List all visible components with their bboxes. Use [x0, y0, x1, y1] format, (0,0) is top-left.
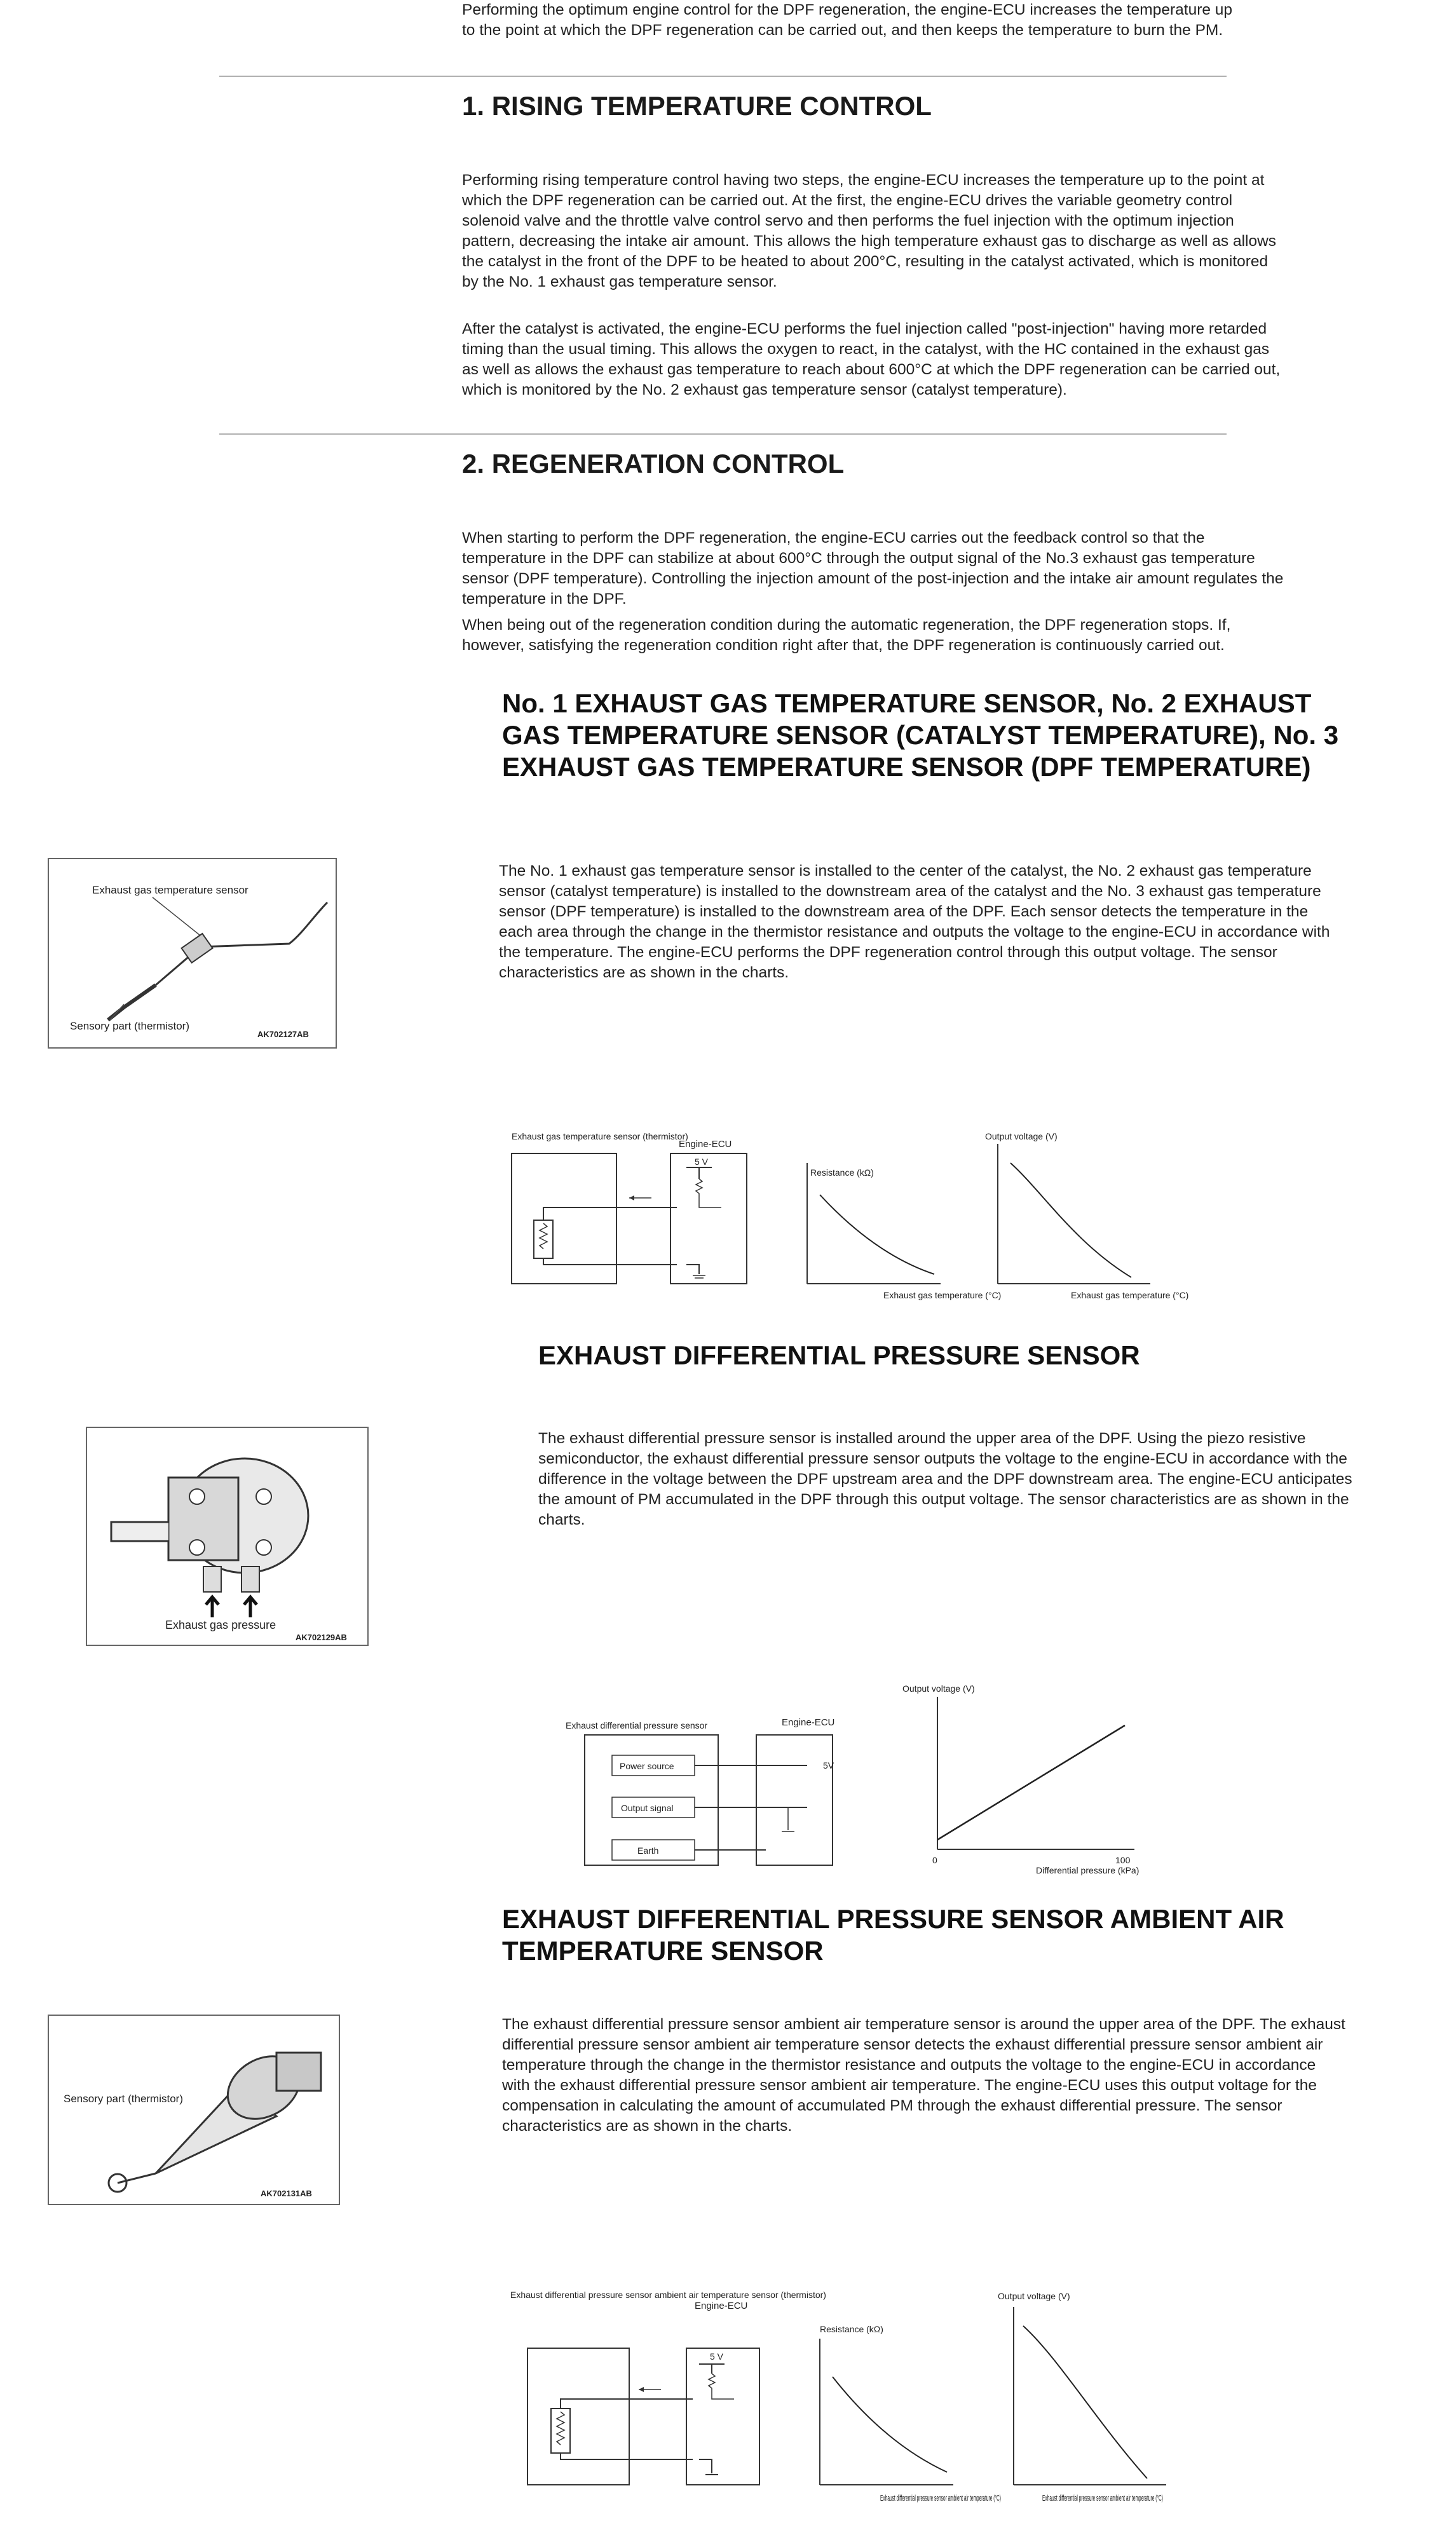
graph-xlabel: Differential pressure (kPa) — [1036, 1865, 1140, 1875]
exhaust-gas-temp-sensor-figure — [48, 858, 337, 1049]
section-title-rising-temperature: 1. RISING TEMPERATURE CONTROL — [462, 91, 932, 121]
circuit-ecu-label: Engine-ECU — [695, 2301, 748, 2311]
ambient-air-temp-circuit-diagram — [505, 2288, 1198, 2536]
graph-ylabel: Output voltage (V) — [902, 1683, 975, 1694]
diff-pressure-circuit-diagram — [562, 1678, 1185, 1887]
graph1-ylabel: Resistance (kΩ) — [820, 2324, 883, 2334]
graph1-xlabel: Exhaust gas temperature (°C) — [883, 1290, 1002, 1300]
rising-temp-paragraph-1: Performing rising temperature control having two steps, the engine-ECU increases the temperature up to the point at which the DPF regeneration can be carried out. At the first, the engine-ECU drives the variable geometry control solenoid valve and the throttle valve control servo and then performs the fuel injection with the optimum injection pattern, decreasing the intake air amount. This allows the high temperature exhaust gas to discharge as well as allows the catalyst in the front of the DPF to be heated to about 200°C, resulting in the catalyst activated, which is monitored by the No. 1 exhaust gas temperature sensor. — [462, 172, 1277, 290]
ambient-air-temp-paragraph: The exhaust differential pressure sensor ambient air temperature sensor is around the upper area of the DPF. The exhaust differential pressure sensor ambient air temperature sensor detects the exhaust differential pressure sensor ambient air temperature through the change in the thermistor resistance and outputs the voltage to the engine-ECU in accordance with the exhaust differential pressure sensor ambient air temperature. The engine-ECU uses this output voltage for the compensation in calculating the amount of accumulated PM through the exhaust differential pressure. The sensor characteristics are as shown in the charts. — [502, 2016, 1345, 2135]
sensor-label-bottom: Sensory part (thermistor) — [70, 1020, 189, 1032]
output-signal-label: Output signal — [621, 1803, 674, 1813]
figure-code: AK702131AB — [261, 2189, 312, 2198]
section-title-exhaust-differential-pressure: EXHAUST DIFFERENTIAL PRESSURE SENSOR — [538, 1340, 1140, 1370]
power-source-label: Power source — [620, 1761, 674, 1771]
exhaust-gas-temp-circuit-diagram — [502, 1128, 1188, 1325]
figure-code: AK702127AB — [257, 1030, 309, 1039]
section-title-regeneration-control: 2. REGENERATION CONTROL — [462, 449, 845, 479]
circuit-volt: 5V — [823, 1760, 834, 1771]
diff-pressure-figure-label: Exhaust gas pressure — [165, 1619, 276, 1631]
intro-paragraph: Performing the optimum engine control for the DPF regeneration, the engine-ECU increases the temperature up to the point at which the DPF regeneration can be carried out, and then keeps the temperature to burn the PM. — [462, 1, 1233, 39]
graph-x0: 0 — [932, 1855, 937, 1865]
circuit-volt: 5 V — [710, 2351, 724, 2362]
divider — [219, 76, 1227, 77]
divider — [219, 433, 1227, 435]
diff-pressure-sensor-figure — [86, 1427, 369, 1646]
graph2-ylabel: Output voltage (V) — [985, 1131, 1058, 1141]
circuit-ecu-label: Engine-ECU — [782, 1717, 835, 1728]
ambient-air-temp-sensor-figure — [48, 2015, 340, 2205]
circuit-sensor-label: Exhaust differential pressure sensor — [566, 1720, 708, 1730]
circuit-ecu-label: Engine-ECU — [679, 1139, 732, 1150]
figure-code: AK702129AB — [296, 1633, 347, 1642]
graph2-xlabel: Exhaust gas temperature (°C) — [1071, 1290, 1188, 1300]
graph2-ylabel: Output voltage (V) — [998, 2291, 1070, 2301]
ambient-figure-label: Sensory part (thermistor) — [64, 2093, 183, 2105]
exhaust-gas-temp-sensor-paragraph: The No. 1 exhaust gas temperature sensor is installed to the center of the catalyst, the No. 2 exhaust gas temperature sensor (catalyst temperature) is installed to the downstream area of the catalyst and the No. 3 exhaust gas temperature sensor (DPF temperature) is installed to the downstream area of the DPF. Each sensor detects the temperature in the each area through the change in the thermistor resistance and outputs the voltage to the engine-ECU in accordance with the temperature. The engine-ECU performs the DPF regeneration control through this output voltage. The sensor characteristics are as shown in the charts. — [499, 862, 1330, 981]
diff-pressure-paragraph: The exhaust differential pressure sensor is installed around the upper area of the DPF. Using the piezo resistive semiconductor, the exhaust differential pressure sensor outputs the voltage to the engine-ECU in accordance with the difference in the voltage between the DPF upstream area and the DPF downstream area. The engine-ECU anticipates the amount of PM accumulated in the DPF through this output voltage. The sensor characteristics are as shown in the charts. — [538, 1430, 1352, 1528]
rising-temp-paragraph-2: After the catalyst is activated, the engine-ECU performs the fuel injection called "post-injection" having more retarded timing than the usual timing. This allows the oxygen to react, in the catalyst, with the HC contained in the exhaust gas as well as allows the exhaust gas temperature to reach about 600°C at which the DPF regeneration can be carried out, which is monitored by the No. 2 exhaust gas temperature sensor (catalyst temperature). — [462, 320, 1281, 398]
graph1-ylabel: Resistance (kΩ) — [810, 1167, 874, 1178]
earth-label: Earth — [637, 1845, 659, 1856]
graph1-xlabel: Exhaust differential pressure sensor ambient air temperature (°C) — [880, 2493, 1001, 2503]
circuit-sensor-label: Exhaust differential pressure sensor ambient air temperature sensor (thermistor) — [510, 2290, 826, 2300]
graph2-xlabel: Exhaust differential pressure sensor ambient air temperature (°C) — [1042, 2493, 1163, 2503]
section-title-exhaust-gas-temp-sensors: No. 1 EXHAUST GAS TEMPERATURE SENSOR, No. 2 EXHAUST GAS TEMPERATURE SENSOR (CATALYST TEMPERATURE), No. 3 EXHAUST GAS TEMPERATURE SENSOR (DPF TEMPERATURE) — [502, 688, 1339, 782]
circuit-volt: 5 V — [695, 1157, 709, 1167]
sensor-label-top: Exhaust gas temperature sensor — [92, 884, 248, 896]
section-title-ambient-air-temp-sensor: EXHAUST DIFFERENTIAL PRESSURE SENSOR AMBIENT AIR TEMPERATURE SENSOR — [502, 1904, 1284, 1966]
graph-x1: 100 — [1115, 1855, 1131, 1865]
regeneration-paragraph-1: When starting to perform the DPF regeneration, the engine-ECU carries out the feedback control so that the temperature in the DPF can stabilize at about 600°C through the output signal of the No.3 exhaust gas temperature sensor (DPF temperature). Controlling the injection amount of the post-injection and the intake air amount regulates the temperature in the DPF. — [462, 529, 1284, 608]
regeneration-paragraph-2: When being out of the regeneration condition during the automatic regeneration, the DPF regeneration stops. If, however, satisfying the regeneration condition right after that, the DPF regeneration is continuously carried out. — [462, 616, 1231, 654]
circuit-sensor-label: Exhaust gas temperature sensor (thermistor) — [512, 1131, 688, 1141]
